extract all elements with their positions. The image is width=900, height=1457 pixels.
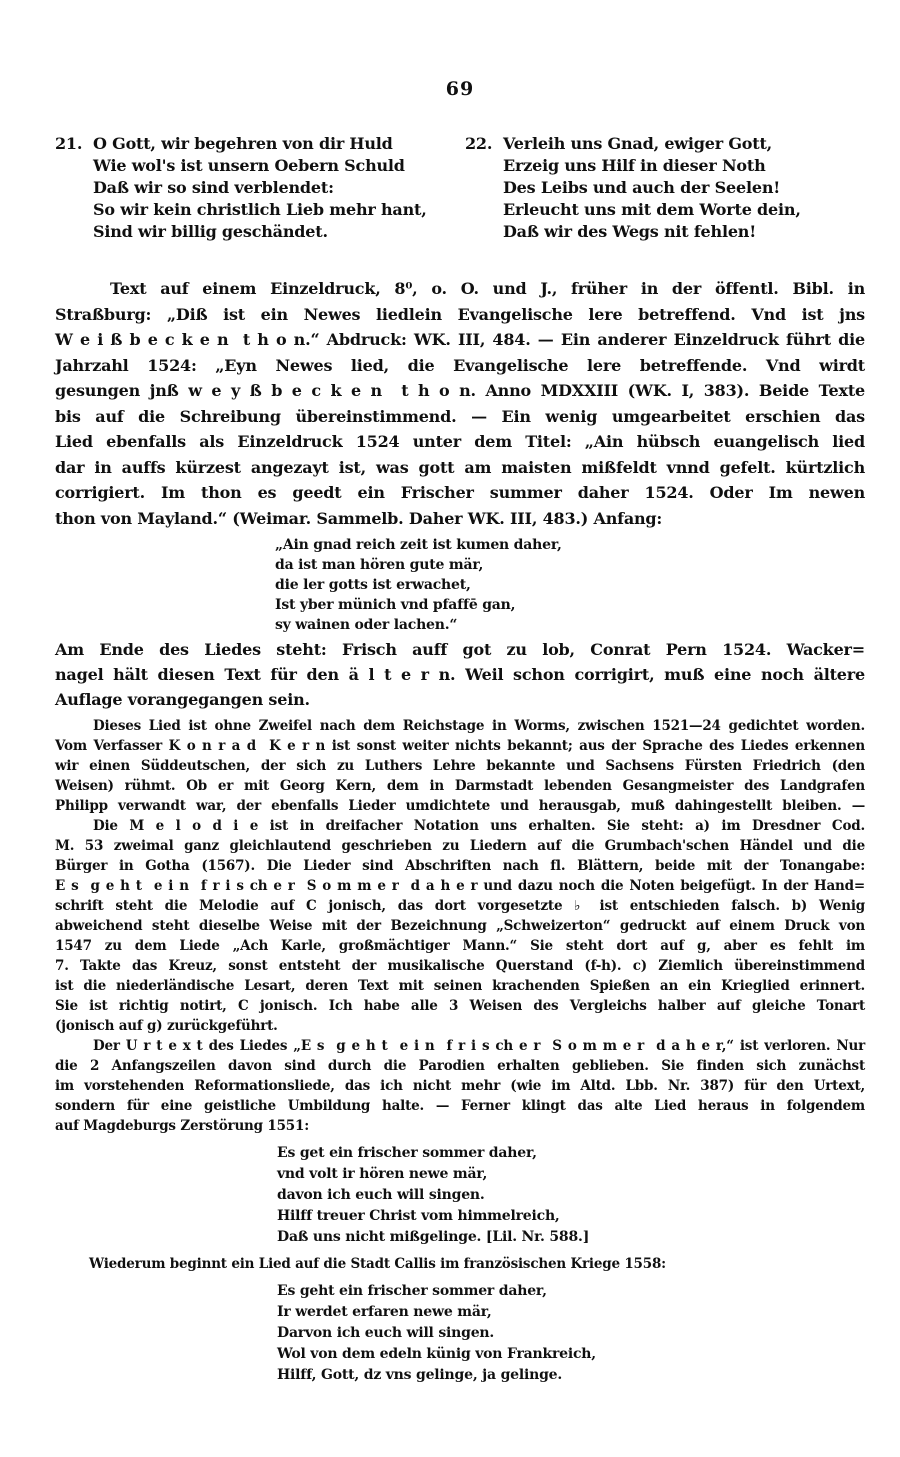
paragraph-line: im vorstehenden Reformationsliede, das ich nicht mehr (wie im Altd. Lbb. Nr. 387) für den Urtext, xyxy=(55,1078,865,1094)
verse-line: Verleih uns Gnad, ewiger Gott, xyxy=(503,134,773,153)
verse-lines xyxy=(93,133,465,243)
commentary-notes xyxy=(55,716,865,1386)
hymn-verse-21 xyxy=(55,133,465,243)
quote-line: Es geht ein frischer sommer daher, xyxy=(277,1283,547,1299)
quote-line: sy wainen oder lachen.“ xyxy=(275,617,458,633)
quote-line: Ir werdet erfaren newe mär, xyxy=(277,1304,492,1320)
quote-line: Hilff treuer Christ vom himmelreich, xyxy=(277,1208,560,1224)
verse-line: Daß wir des Wegs nit fehlen! xyxy=(503,222,757,241)
paragraph-line: gesungen jnß w e y ß b e c k e n t h o n. Anno MDXXIII (WK. I, 383). Beide Texte xyxy=(55,381,865,400)
paragraph-line: Philipp verwandt war, der ebenfalls Lieder umdichtete und herausgab, muß dahingestellt bleiben. — xyxy=(55,798,865,814)
verse-line: Sind wir billig geschändet. xyxy=(93,222,328,241)
paragraph-line: Straßburg: „Diß ist ein Newes liedlein Evangelische lere betreffend. Vnd ist jns xyxy=(55,304,865,324)
quote-line: Wol von dem edeln künig von Frankreich, xyxy=(277,1346,596,1362)
verse-line: Des Leibs und auch der Seelen! xyxy=(503,178,781,197)
paragraph-line: Jahrzahl 1524: „Eyn Newes lied, die Evangelische lere betreffende. Vnd wirdt xyxy=(55,355,865,375)
paragraph-line: die 2 Anfangszeilen davon sind durch die Parodien erhalten geblieben. Sie finden sich zunächst xyxy=(55,1058,865,1074)
verse-line: O Gott, wir begehren von dir Huld xyxy=(93,134,393,153)
note-paragraph-urtext xyxy=(55,1036,865,1136)
paragraph-lines xyxy=(55,637,865,687)
verse-lines xyxy=(503,133,865,243)
paragraph-line: Lied ebenfalls als Einzeldruck 1524 unter dem Titel: „Ain hübsch euangelisch lied xyxy=(55,432,865,451)
quote-line: Es get ein frischer sommer daher, xyxy=(277,1145,537,1161)
paragraph-line: Text auf einem Einzeldruck, 8⁰, o. O. und J., früher in der öffentl. Bibl. in xyxy=(110,279,865,298)
paragraph-line: ist die niederländische Lesart, deren Text mit seinen krachenden Spießen an ein Krieglied erinnert. xyxy=(55,978,865,994)
verse-line: So wir kein christlich Lieb mehr hant, xyxy=(93,200,427,219)
paragraph-lines xyxy=(55,836,865,1016)
paragraph-line: nagel hält diesen Text für den ä l t e r n. Weil schon corrigirt, muß eine noch ältere xyxy=(55,665,865,684)
quote-line: die ler gotts ist erwachet, xyxy=(275,577,471,593)
note-paragraph-melody xyxy=(55,816,865,1036)
verse-line: Erleucht uns mit dem Worte dein, xyxy=(503,200,801,219)
verse-line: Erzeig uns Hilf in dieser Noth xyxy=(503,156,766,175)
paragraph-line: auf Magdeburgs Zerstörung 1551: xyxy=(55,1118,309,1134)
quote-line: vnd volt ir hören newe mär, xyxy=(277,1166,488,1182)
paragraph-line: Sie ist richtig notirt, C jonisch. Ich habe alle 3 Weisen des Vergleichs halber auf gleiche Tonart xyxy=(55,998,865,1014)
paragraph-line: Die M e l o d i e ist in dreifacher Notation uns erhalten. Sie steht: a) im Dresdner Cod. xyxy=(93,818,865,834)
paragraph-line: 7. Takte das Kreuz, sonst entsteht der musikalische Querstand (f-h). c) Ziemlich übereinstimmend xyxy=(55,958,865,974)
paragraph-lines xyxy=(55,1056,865,1116)
quote-line: da ist man hören gute mär, xyxy=(275,557,484,573)
paragraph-line: E s g e h t e i n f r i s ch e r S o m m e r d a h e r und dazu noch die Noten beigefügt. In der Hand= xyxy=(55,878,865,894)
paragraph-line: corrigiert. Im thon es geedt ein Frischer summer daher 1524. Oder Im newen xyxy=(55,483,865,502)
song-incipit-quote xyxy=(275,535,865,635)
paragraph-line: 1547 zu dem Liede „Ach Karle, großmächtiger Mann.“ Sie steht dort auf g, aber es fehlt im xyxy=(55,938,865,954)
verse-line: Daß wir so sind verblendet: xyxy=(93,178,334,197)
paragraph-line: Vom Verfasser K o n r a d K e r n ist sonst weiter nichts bekannt; aus der Sprache des Liedes erkennen xyxy=(55,738,865,754)
paragraph-line: sondern für eine geistliche Umbildung halte. — Ferner klingt das alte Lied heraus in folgendem xyxy=(55,1098,865,1114)
quote-line: Hilff, Gott, dz vns gelinge, ja gelinge. xyxy=(277,1367,563,1383)
quote-line: Ist yber münich vnd pfaffē gan, xyxy=(275,597,516,613)
callis-intro-line: Wiederum beginnt ein Lied auf die Stadt Callis im französischen Kriege 1558: xyxy=(89,1256,666,1272)
provenance-paragraph xyxy=(55,276,865,531)
page-number: 69 xyxy=(445,78,475,100)
paragraph-line: Bürger in Gotha (1567). Die Lieder sind Abschriften nach fl. Blättern, beide mit der Tonangabe: xyxy=(55,858,865,874)
magdeburg-song-quote xyxy=(277,1143,865,1248)
paragraph-line: schrift steht die Melodie auf C jonisch, das dort vorgesetzte ♭ ist entschieden falsch. b) Wenig xyxy=(55,898,865,914)
note-paragraph-origin xyxy=(55,716,865,816)
verse-number: 22. xyxy=(465,134,493,153)
paragraph-line: Am Ende des Liedes steht: Frisch auff got zu lob, Conrat Pern 1524. Wacker= xyxy=(55,640,865,659)
verse-number: 21. xyxy=(55,134,83,153)
paragraph-line: bis auf die Schreibung übereinstimmend. — Ein wenig umgearbeitet erschien das xyxy=(55,406,865,426)
hymn-verse-22 xyxy=(465,133,865,243)
paragraph-line: abweichend steht dieselbe Weise mit der Bezeichnung „Schweizerton“ gedruckt auf einem Druck von xyxy=(55,918,865,934)
quote-line: Daß uns nicht mißgelinge. [Lil. Nr. 588.] xyxy=(277,1229,590,1245)
paragraph-line: wir einen Süddeutschen, der sich zu Luthers Lehre bekannte und Sachsens Fürsten Friedrich (den xyxy=(55,758,865,774)
paragraph-lines xyxy=(55,736,865,816)
quote-line: „Ain gnad reich zeit ist kumen daher, xyxy=(275,537,562,553)
quote-line: davon ich euch will singen. xyxy=(277,1187,485,1203)
paragraph-line: (jonisch auf g) zurückgeführt. xyxy=(55,1018,278,1034)
paragraph-line: Dieses Lied ist ohne Zweifel nach dem Reichstage in Worms, zwischen 1521—24 gedichtet worden. xyxy=(93,718,865,734)
paragraph-line: M. 53 zweimal ganz gleichlautend geschrieben zu Liedern auf die Grumbach'schen Händel und die xyxy=(55,838,865,854)
colophon-paragraph xyxy=(55,637,865,712)
paragraph-line: Der U r t e x t des Liedes „E s g e h t e i n f r i s ch e r S o m m e r d a h e r,“ ist verloren. Nur xyxy=(93,1038,865,1054)
verse-line: Wie wol's ist unsern Oebern Schuld xyxy=(93,156,405,175)
paragraph-line: thon von Mayland.“ (Weimar. Sammelb. Daher WK. III, 483.) Anfang: xyxy=(55,508,663,528)
paragraph-lines xyxy=(55,302,865,506)
quote-line: Darvon ich euch will singen. xyxy=(277,1325,495,1341)
paragraph-line: Weisen) rühmt. Ob er mit Georg Kern, dem in Darmstadt lebenden Gesangmeister des Landgrafen xyxy=(55,778,865,794)
paragraph-line: dar in auffs kürzest angezayt ist, was gott am maisten mißfeldt vnnd gefelt. kürtzlich xyxy=(55,457,865,477)
callis-song-quote xyxy=(277,1281,865,1386)
paragraph-line: Auflage vorangegangen sein. xyxy=(55,690,310,709)
paragraph-line: W e i ß b e c k e n t h o n.“ Abdruck: WK. III, 484. — Ein anderer Einzeldruck führt die xyxy=(55,330,865,349)
hymn-verses xyxy=(55,133,865,243)
